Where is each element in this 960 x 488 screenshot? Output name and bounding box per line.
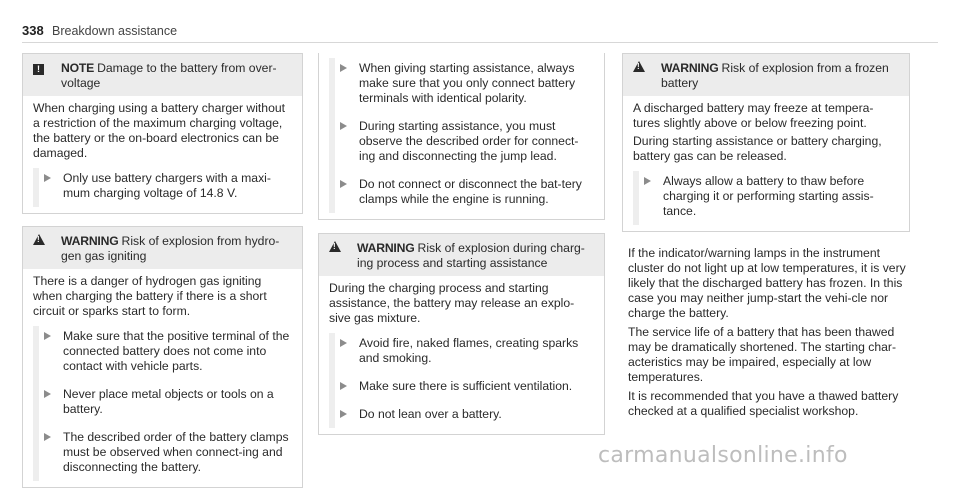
continued-box bbox=[318, 53, 605, 220]
page-number: 338 bbox=[22, 23, 44, 38]
warning-icon bbox=[633, 61, 645, 72]
list-item: Avoid fire, naked flames, creating sparks and smoking. bbox=[329, 336, 594, 366]
list-item: Do not lean over a battery. bbox=[329, 407, 594, 422]
arrow-icon bbox=[644, 177, 651, 185]
arrow-icon bbox=[44, 433, 51, 441]
warning-title: Risk of explosion from hydro-gen gas igniting bbox=[61, 234, 280, 263]
column-3 bbox=[622, 53, 910, 423]
warning-box-charging bbox=[318, 233, 605, 435]
arrow-icon bbox=[340, 382, 347, 390]
notice-icon: ! bbox=[33, 64, 44, 75]
warning-icon bbox=[33, 234, 45, 245]
warning-header bbox=[23, 227, 302, 269]
paragraph: If the indicator/warning lamps in the instrument cluster do not light up at low temperatures, it is very likely that the discharged battery has frozen. In this case you may neither jump-start the vehi-cle nor charge the battery. bbox=[628, 246, 906, 320]
arrow-icon bbox=[340, 122, 347, 130]
warning-keyword: WARNING bbox=[357, 241, 415, 255]
arrow-icon bbox=[44, 332, 51, 340]
warning-header bbox=[319, 234, 604, 276]
watermark: carmanualsonline.info bbox=[598, 443, 848, 468]
column-2 bbox=[318, 53, 605, 435]
warning-keyword: WARNING bbox=[61, 234, 119, 248]
warning-box-frozen bbox=[622, 53, 910, 232]
page-header bbox=[22, 20, 938, 43]
warning-box-hydrogen bbox=[22, 226, 303, 488]
list-item: The described order of the battery clamps must be observed when connect-ing and disconnecting the battery. bbox=[33, 430, 292, 475]
arrow-icon bbox=[340, 180, 347, 188]
list-item: When giving starting assistance, always make sure that you only connect battery terminals with identical polarity. bbox=[329, 61, 594, 106]
list-item: Only use battery chargers with a maxi-mum charging voltage of 14.8 V. bbox=[33, 171, 292, 201]
notice-header bbox=[23, 54, 302, 96]
column-1 bbox=[22, 53, 303, 488]
warning-icon bbox=[329, 241, 341, 252]
paragraph: It is recommended that you have a thawed battery checked at a qualified specialist workshop. bbox=[628, 389, 899, 418]
list-item: Make sure that the positive terminal of the connected battery does not come into contact with vehicle parts. bbox=[33, 329, 292, 374]
list-item: Do not connect or disconnect the bat-tery clamps while the engine is running. bbox=[329, 177, 594, 207]
arrow-icon bbox=[340, 410, 347, 418]
warning-body: There is a danger of hydrogen gas igniting when charging the battery if there is a short circuit or sparks start to form. bbox=[33, 274, 267, 318]
list-item: Never place metal objects or tools on a battery. bbox=[33, 387, 292, 417]
arrow-icon bbox=[44, 390, 51, 398]
notice-title: Damage to the battery from over-voltage bbox=[61, 61, 277, 90]
list-item: Make sure there is sufficient ventilation. bbox=[329, 379, 594, 394]
arrow-icon bbox=[340, 64, 347, 72]
notice-keyword: NOTE bbox=[61, 61, 95, 75]
warning-body: During starting assistance or battery charging, battery gas can be released. bbox=[633, 134, 882, 163]
warning-title: Risk of explosion from a frozen battery bbox=[661, 61, 889, 90]
paragraph: The service life of a battery that has been thawed may be dramatically shortened. The starting char-acteristics may be impaired, especially at low temperatures. bbox=[628, 325, 897, 384]
warning-header bbox=[623, 54, 909, 96]
arrow-icon bbox=[44, 174, 51, 182]
warning-keyword: WARNING bbox=[661, 61, 719, 75]
warning-body: A discharged battery may freeze at tempera-tures slightly above or below freezing point. bbox=[633, 101, 874, 130]
warning-body: During the charging process and starting assistance, the battery may release an explo-sive gas mixture. bbox=[329, 281, 575, 325]
section-title: Breakdown assistance bbox=[52, 24, 178, 38]
warning-title: Risk of explosion during charg-ing process and starting assistance bbox=[357, 241, 585, 270]
arrow-icon bbox=[340, 339, 347, 347]
notice-box bbox=[22, 53, 303, 214]
list-item: Always allow a battery to thaw before charging it or performing starting assis-tance. bbox=[633, 174, 899, 219]
notice-body: When charging using a battery charger without a restriction of the maximum charging voltage, the battery or the on-board electronics can be damaged. bbox=[33, 101, 286, 160]
list-item: During starting assistance, you must observe the described order for connect-ing and disconnecting the jump lead. bbox=[329, 119, 594, 164]
body-text bbox=[622, 246, 910, 419]
